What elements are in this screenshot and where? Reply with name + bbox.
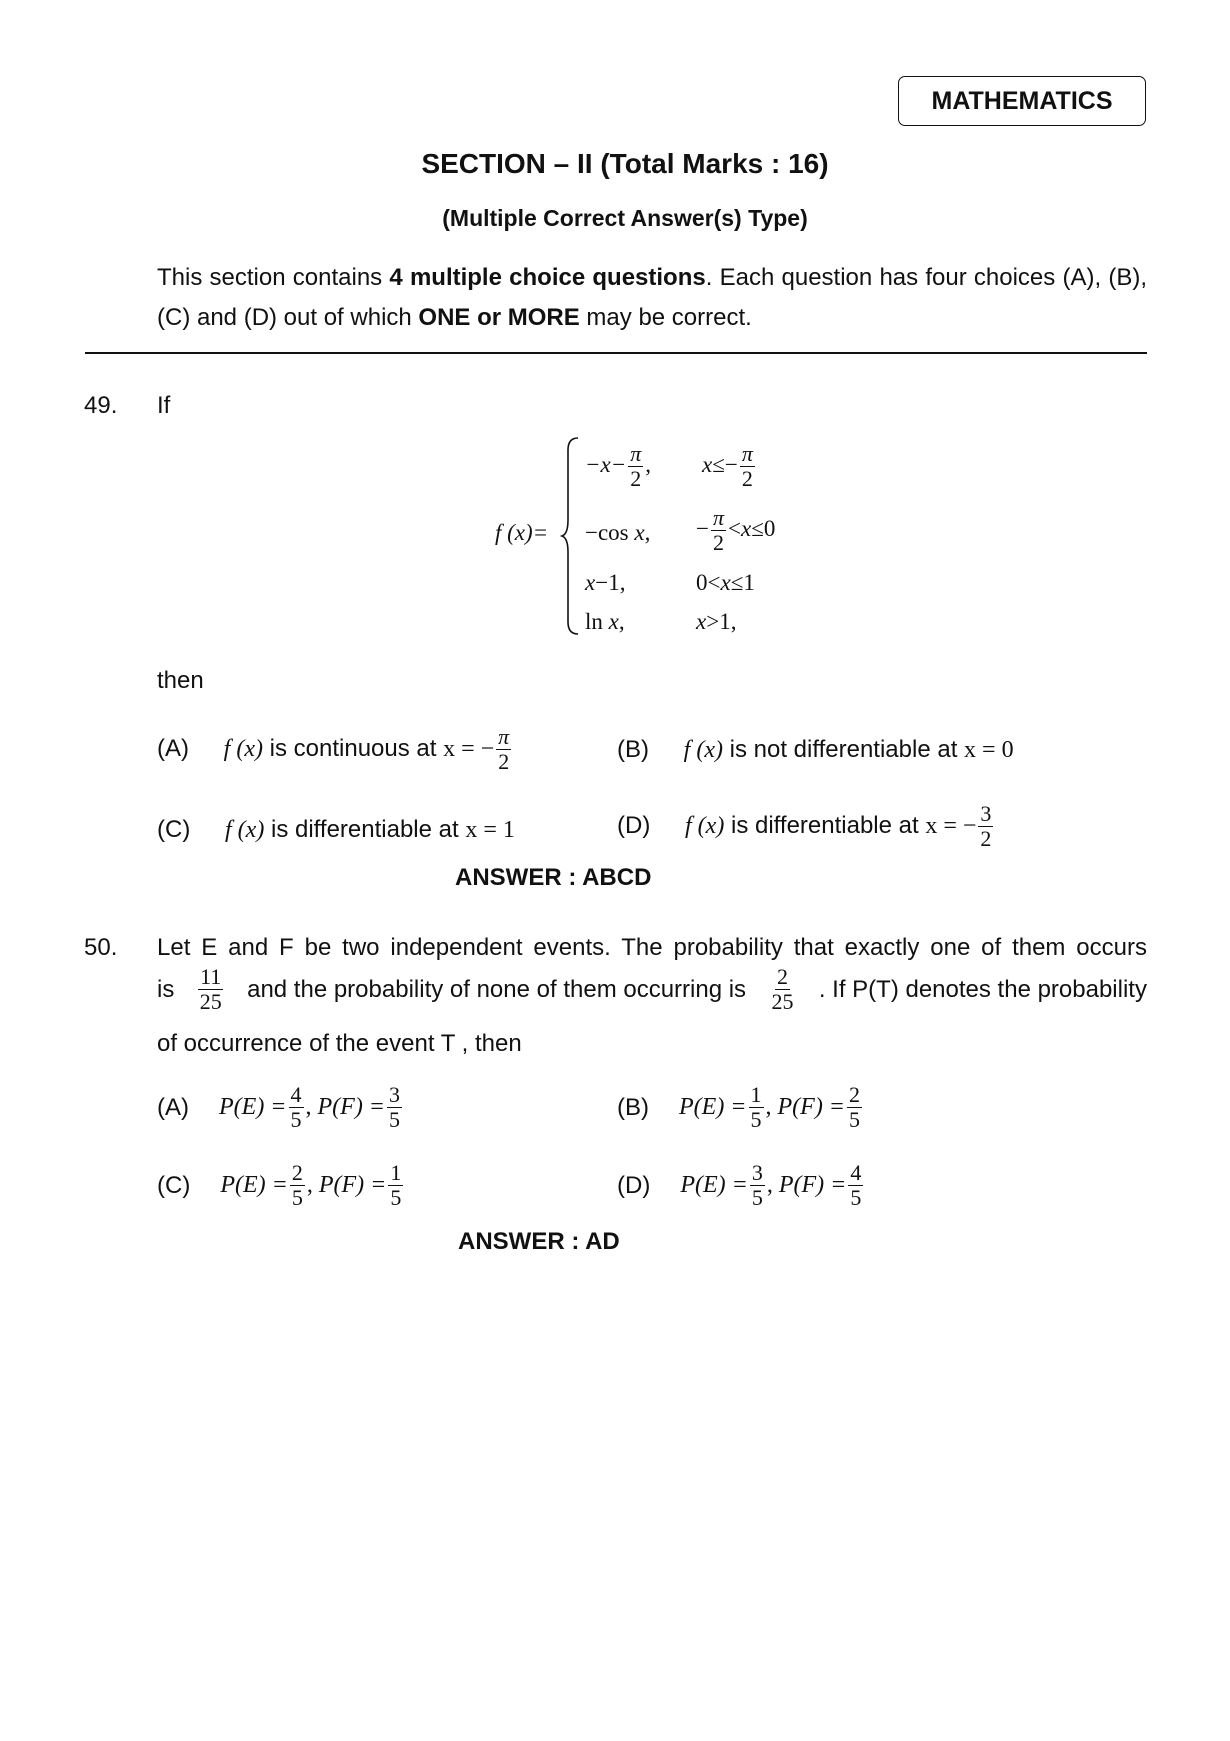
section-title: SECTION – II (Total Marks : 16) bbox=[421, 148, 829, 179]
question-number: 49. bbox=[84, 392, 118, 419]
case-4-cond: x>1, bbox=[696, 609, 737, 634]
case-1-cond: x≤− $\frac{\pi}{2}$ bbox=[702, 441, 753, 491]
q49-answer: ANSWER : ABCD bbox=[455, 864, 652, 891]
q50-line-3: of occurrence of the event T , then bbox=[157, 1030, 522, 1057]
question-number: 50. bbox=[84, 934, 118, 961]
option-label: (C) bbox=[157, 1171, 191, 1199]
section-instructions: This section contains 4 multiple choice questions. Each question has four choices (A), (B), (C) and (D) out of which ONE or MORE may be correct. bbox=[157, 264, 1148, 331]
case-2-expr: −cos x, bbox=[585, 520, 651, 545]
q50-option-a[interactable]: (A) P(E) = $\frac{4}{5}$ , P(F) = $\frac{3}{5}$ bbox=[157, 1082, 400, 1132]
option-label: (B) bbox=[617, 1093, 649, 1121]
case-1-expr: −x− $\frac{\pi}{2}$ , bbox=[585, 441, 652, 491]
function-name: f (x)= bbox=[495, 520, 549, 545]
option-label: (D) bbox=[617, 1171, 651, 1199]
section-subtitle: (Multiple Correct Answer(s) Type) bbox=[442, 205, 808, 231]
q49-option-c[interactable]: (C) f (x) is differentiable at x = 1 bbox=[157, 816, 515, 843]
q50-line-2: is $\frac{11}{25}$ and the probability of none of them occurring is $\frac{2}{25}$ . If P(T) denotes the probability bbox=[157, 964, 1147, 1014]
q50-line-1: Let E and F be two independent events. The probability that exactly one of them occurs bbox=[157, 934, 1147, 961]
q50-answer: ANSWER : AD bbox=[458, 1228, 620, 1255]
q49-option-b[interactable]: (B) f (x) is not differentiable at x = 0 bbox=[617, 736, 1014, 763]
case-2-cond: − $\frac{\pi}{2}$ <x≤0 bbox=[696, 505, 776, 555]
option-label: (D) bbox=[617, 811, 651, 839]
q49-option-d[interactable]: (D) f (x) is differentiable at x = − $\frac{3}{2}$ bbox=[617, 801, 992, 851]
case-4-expr: ln x, bbox=[585, 609, 625, 634]
q49-option-a[interactable]: (A) f (x) is continuous at x = − $\frac{\pi}{2}$ bbox=[157, 724, 510, 774]
q50-option-c[interactable]: (C) P(E) = $\frac{2}{5}$ , P(F) = $\frac{1}{5}$ bbox=[157, 1160, 402, 1210]
q50-option-d[interactable]: (D) P(E) = $\frac{3}{5}$ , P(F) = $\frac{4}{5}$ bbox=[617, 1160, 862, 1210]
option-label: (B) bbox=[617, 736, 649, 763]
subject-label: MATHEMATICS bbox=[898, 76, 1146, 126]
option-label: (A) bbox=[157, 734, 189, 762]
section-divider bbox=[85, 352, 1147, 354]
option-label: (A) bbox=[157, 1093, 189, 1121]
question-intro: If bbox=[157, 392, 171, 419]
case-3-expr: x−1, bbox=[585, 570, 626, 595]
option-label: (C) bbox=[157, 816, 191, 843]
q50-option-b[interactable]: (B) P(E) = $\frac{1}{5}$ , P(F) = $\frac{2}{5}$ bbox=[617, 1082, 860, 1132]
case-3-cond: 0<x≤1 bbox=[696, 570, 755, 595]
then-text: then bbox=[157, 667, 204, 694]
curly-brace bbox=[560, 436, 582, 636]
